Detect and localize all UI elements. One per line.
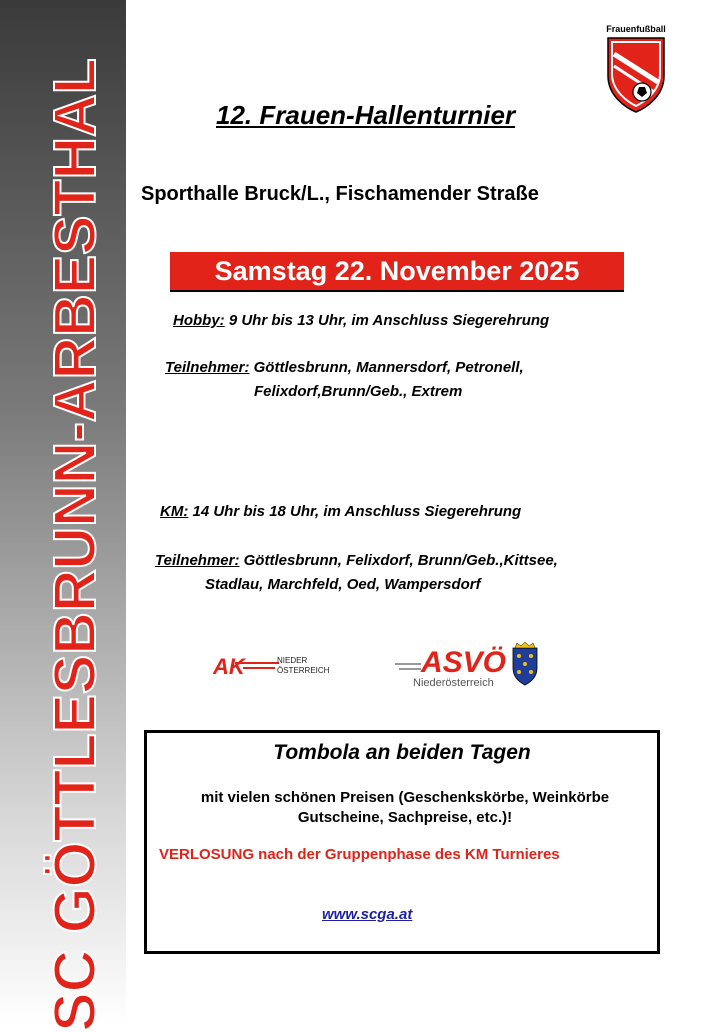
tombola-title: Tombola an beiden Tagen <box>273 741 531 764</box>
tombola-description <box>167 788 643 828</box>
asvo-main: ASVÖ <box>421 646 507 679</box>
ak-logo-top: NIEDER <box>277 656 308 665</box>
hobby-participants <box>165 359 524 376</box>
ak-logo <box>213 653 358 684</box>
website-link[interactable]: www.scga.at <box>322 906 413 923</box>
tombola-desc-line1: mit vielen schönen Preisen (Geschenkskörbe, Weinkörbe <box>200 789 610 806</box>
hobby-participants-line1: Göttlesbrunn, Mannersdorf, Petronell, <box>249 359 524 376</box>
ak-logo-icon <box>213 653 358 679</box>
page-title: 12. Frauen-Hallenturnier <box>216 100 516 130</box>
ak-logo-bottom: ÖSTERREICH <box>277 666 330 675</box>
km-participants-line1: Göttlesbrunn, Felixdorf, Brunn/Geb.,Kittsee, <box>239 552 558 569</box>
km-label: KM: <box>160 503 189 520</box>
venue: Sporthalle Bruck/L., Fischamender Straße <box>141 183 539 205</box>
km-participants-label: Teilnehmer: <box>155 552 240 569</box>
club-shield-icon <box>606 36 666 114</box>
km-schedule <box>160 503 521 520</box>
km-participants <box>155 552 558 569</box>
asvo-sub: Niederösterreich <box>413 677 494 688</box>
tombola-desc-line2: Gutscheine, Sachpreise, etc.)! <box>297 809 513 826</box>
km-time: 14 Uhr bis 18 Uhr, im Anschluss Siegerehrung <box>188 503 522 520</box>
hobby-time: 9 Uhr bis 13 Uhr, im Anschluss Siegerehrung <box>224 312 550 329</box>
svg-text:AK: AK <box>213 654 245 679</box>
hobby-label: Hobby: <box>173 312 225 329</box>
asvo-logo <box>395 642 545 693</box>
hobby-schedule <box>173 312 549 329</box>
km-participants-line2: Stadlau, Marchfeld, Oed, Wampersdorf <box>205 576 481 593</box>
club-logo <box>604 24 668 116</box>
date-banner: Samstag 22. November 2025 <box>170 252 624 292</box>
club-name-vertical: SC GÖTTLESBRUNN-ARBESTHAL <box>42 58 108 1032</box>
tombola-draw: VERLOSUNG nach der Gruppenphase des KM Turnieres <box>159 846 560 863</box>
tombola-box <box>144 730 660 954</box>
logo-title: Frauenfußball <box>606 24 666 34</box>
asvo-logo-icon <box>395 642 545 688</box>
hobby-participants-label: Teilnehmer: <box>165 359 250 376</box>
hobby-participants-line2: Felixdorf,Brunn/Geb., Extrem <box>254 383 463 400</box>
